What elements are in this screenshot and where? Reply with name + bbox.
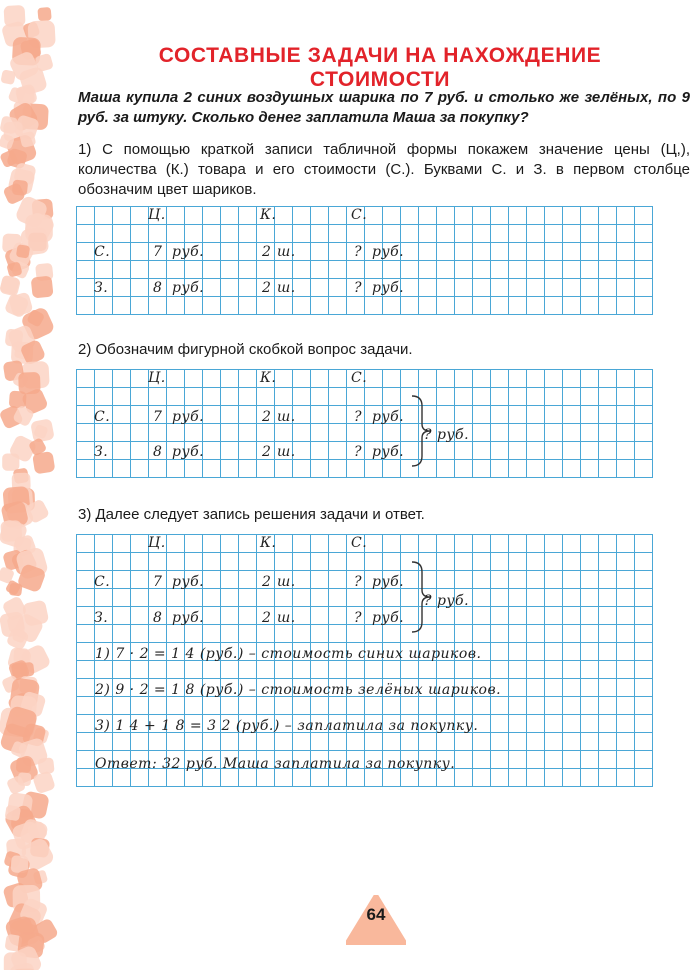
- question-total: ? руб.: [424, 427, 470, 443]
- cost-unit-blue: руб.: [372, 409, 405, 425]
- quantity-value-green: 2: [262, 610, 272, 626]
- step-3-text: 3) Далее следует запись решения задачи и ответ.: [78, 506, 425, 523]
- quantity-unit-green: ш.: [277, 444, 296, 460]
- price-value-green: 8: [153, 610, 163, 626]
- decor-tile: [16, 244, 30, 258]
- row-label-blue: С.: [94, 409, 111, 425]
- solution-step-2: 2) 9 · 2 = 1 8 (руб.) – стоимость зелёных шариков.: [95, 682, 502, 698]
- cost-unit-blue: руб.: [372, 574, 405, 590]
- price-unit-green: руб.: [172, 610, 205, 626]
- quantity-value-blue: 2: [262, 244, 272, 260]
- header-quantity: К.: [260, 370, 277, 386]
- cost-value-blue: ?: [354, 244, 363, 260]
- quantity-unit-blue: ш.: [277, 244, 296, 260]
- decorative-tile-border: [0, 0, 70, 970]
- price-unit-blue: руб.: [172, 244, 205, 260]
- header-cost: С.: [351, 370, 368, 386]
- price-value-green: 8: [153, 280, 163, 296]
- quantity-value-blue: 2: [262, 574, 272, 590]
- cost-unit-green: руб.: [372, 444, 405, 460]
- decor-tile: [30, 418, 55, 443]
- solution-step-3: 3) 1 4 + 1 8 = 3 2 (руб.) – заплатила за покупку.: [95, 718, 479, 734]
- quantity-unit-green: ш.: [277, 280, 296, 296]
- quantity-unit-green: ш.: [277, 610, 296, 626]
- quantity-value-green: 2: [262, 444, 272, 460]
- price-unit-green: руб.: [172, 444, 205, 460]
- row-label-blue: С.: [94, 244, 111, 260]
- header-price: Ц.: [148, 370, 166, 386]
- price-value-blue: 7: [153, 574, 163, 590]
- cost-value-green: ?: [354, 280, 363, 296]
- quantity-value-green: 2: [262, 280, 272, 296]
- header-cost: С.: [351, 207, 368, 223]
- page-title: СОСТАВНЫЕ ЗАДАЧИ НА НАХОЖДЕНИЕ СТОИМОСТИ: [158, 44, 602, 91]
- step-1-text: 1) С помощью краткой записи табличной формы покажем значение цены (Ц,), количества (К.) товара и его стоимости (С.). Буквами С. и З. в первом столбце обозначим цвет шариков.: [78, 141, 690, 198]
- header-quantity: К.: [260, 207, 277, 223]
- decor-tile: [9, 583, 23, 597]
- cost-value-green: ?: [354, 610, 363, 626]
- solution-step-1: 1) 7 · 2 = 1 4 (руб.) – стоимость синих шариков.: [95, 646, 482, 662]
- header-cost: С.: [351, 535, 368, 551]
- cost-value-blue: ?: [354, 409, 363, 425]
- cost-unit-blue: руб.: [372, 244, 405, 260]
- cost-unit-green: руб.: [372, 280, 405, 296]
- problem-statement: Маша купила 2 синих воздушных шарика по 7 руб. и столько же зелёных, по 9 руб. за штуку. Сколько денег заплатила Маша за покупку?: [78, 89, 690, 126]
- header-price: Ц.: [148, 535, 166, 551]
- price-value-blue: 7: [153, 244, 163, 260]
- row-label-green: З.: [94, 610, 109, 626]
- decor-tile: [2, 454, 19, 471]
- cost-value-green: ?: [354, 444, 363, 460]
- header-price: Ц.: [148, 207, 166, 223]
- decor-tile: [31, 276, 54, 299]
- cost-unit-green: руб.: [372, 610, 405, 626]
- price-unit-blue: руб.: [172, 409, 205, 425]
- price-value-blue: 7: [153, 409, 163, 425]
- decor-tile: [4, 805, 21, 822]
- decor-tile: [0, 275, 21, 297]
- cost-value-blue: ?: [354, 574, 363, 590]
- decor-tile: [37, 7, 51, 21]
- row-label-green: З.: [94, 280, 109, 296]
- quantity-unit-blue: ш.: [277, 574, 296, 590]
- price-value-green: 8: [153, 444, 163, 460]
- header-quantity: К.: [260, 535, 277, 551]
- row-label-green: З.: [94, 444, 109, 460]
- quantity-unit-blue: ш.: [277, 409, 296, 425]
- decor-tile: [12, 179, 28, 195]
- decor-tile: [17, 772, 31, 786]
- decor-tile: [32, 451, 55, 474]
- price-unit-blue: руб.: [172, 574, 205, 590]
- page-number: 64: [366, 905, 386, 924]
- price-unit-green: руб.: [172, 280, 205, 296]
- row-label-blue: С.: [94, 574, 111, 590]
- quantity-value-blue: 2: [262, 409, 272, 425]
- step-2-text: 2) Обозначим фигурной скобкой вопрос задачи.: [78, 341, 413, 358]
- answer-line: Ответ: 32 руб. Маша заплатила за покупку.: [95, 756, 456, 772]
- decor-tile: [16, 757, 32, 773]
- question-total: ? руб.: [424, 593, 470, 609]
